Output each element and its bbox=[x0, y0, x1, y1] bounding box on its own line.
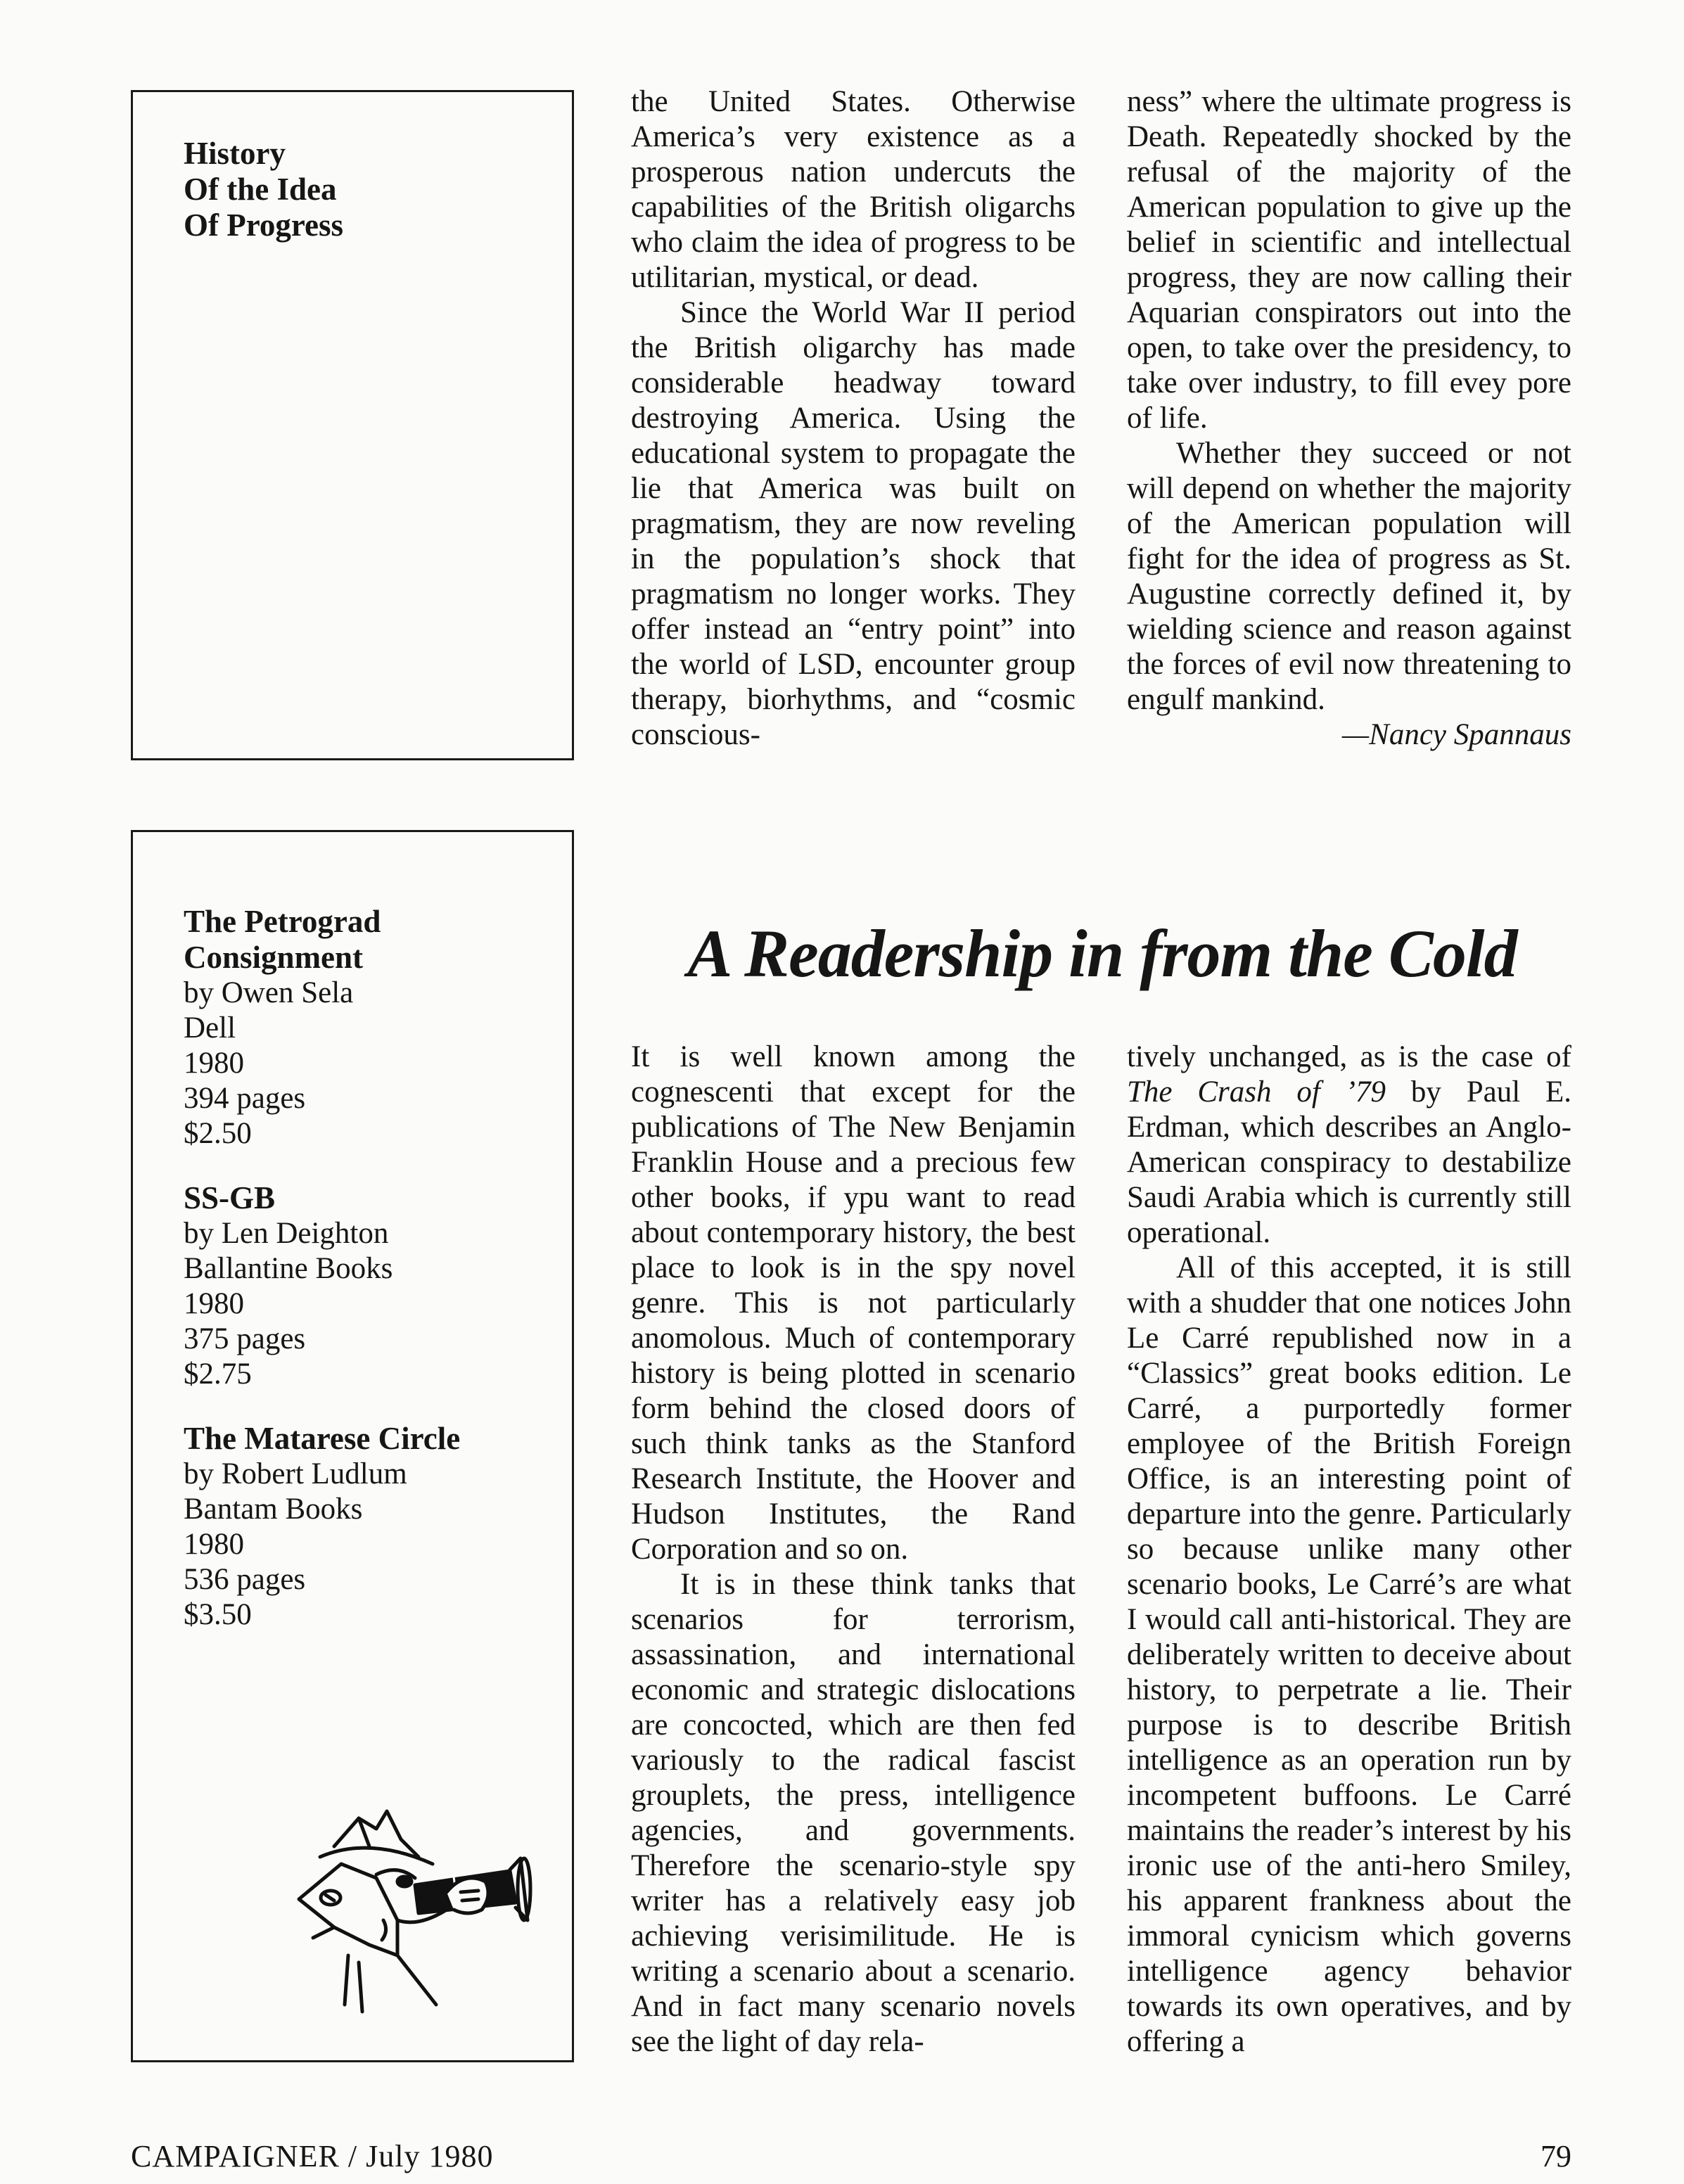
book-publisher: Ballantine Books bbox=[184, 1252, 393, 1285]
paragraph: the United States. Otherwise America’s very existence as a prosperous nation undercuts the capabilities of the British oligarchs who claim the idea of progress to be utilitarian, mystical, or dead. bbox=[631, 85, 1076, 294]
article-bottom-column-1 bbox=[631, 1040, 1076, 2060]
paragraph: ness” where the ultimate progress is Death. Repeatedly shocked by the refusal of the majority of the American population to give up the belief in scientific and intellectual progress, they are now calling their Aquarian conspirators out into the open, to take over the presidency, to take over industry, to fill evey pore of life. bbox=[1127, 85, 1571, 435]
book-author: by Len Deighton bbox=[184, 1217, 389, 1250]
paragraph: All of this accepted, it is still with a shudder that one notices John Le Carré republished now in a “Classics” great books edition. Le Carré, a purportedly former employee of the British Foreign Office, is an interesting point of departure into the genre. Particularly so because unlike many other scenario books, Le Carré’s are what I would call anti-historical. They are deliberately written to deceive about history, to perpetrate a lie. Their purpose is to describe British intelligence as an operation run by incompetent buffoons. Le Carré maintains the reader’s interest by his ironic use of the anti-hero Smiley, his apparent frankness about the immoral cynicism which governs intelligence agency behavior towards its own operatives, and by offering a bbox=[1127, 1251, 1571, 2058]
book-title-italic: The Crash of ’79 bbox=[1127, 1075, 1386, 1109]
paragraph: It is well known among the cognescenti that except for the publications of The New Benjamin Franklin House and a precious few other books, if ypu want to read about contemporary history, the best place to look is in the spy novel genre. This is not particularly anomolous. Much of contemporary history is being plotted in scenario form behind the closed doors of such think tanks as the Stanford Research Institute, the Hoover and Hudson Institutes, the Rand Corporation and so on. bbox=[631, 1040, 1076, 1566]
page-number: 79 bbox=[1541, 2139, 1571, 2173]
spy-with-spyglass-illustration bbox=[292, 1780, 605, 2061]
book-year: 1980 bbox=[184, 1287, 244, 1320]
book-title: The Petrograd Consignment bbox=[184, 904, 381, 975]
publication-footer: CAMPAIGNER / July 1980 bbox=[131, 2139, 494, 2173]
article-headline: A Readership in from the Cold bbox=[687, 916, 1517, 991]
sidebar-heading: History Of the Idea Of Progress bbox=[184, 136, 344, 243]
sidebar-box-top bbox=[131, 90, 574, 760]
book-publisher: Bantam Books bbox=[184, 1493, 363, 1526]
book-list bbox=[184, 904, 558, 1661]
article-top-column-2 bbox=[1127, 84, 1571, 753]
text-run: by Paul E. Erdman, which describes an Anglo-American conspiracy to destabilize Saudi Arabia which is currently still operational. bbox=[1127, 1075, 1572, 1249]
author-signature: —Nancy Spannaus bbox=[1341, 718, 1571, 751]
book-author: by Robert Ludlum bbox=[184, 1457, 407, 1490]
book-price: $2.50 bbox=[184, 1117, 252, 1150]
book-entry bbox=[184, 904, 558, 1151]
text-run: tively unchanged, as is the case of bbox=[1127, 1040, 1571, 1073]
book-title: The Matarese Circle bbox=[184, 1421, 461, 1456]
article-top-column-1 bbox=[631, 84, 1076, 753]
book-entry bbox=[184, 1180, 558, 1392]
book-year: 1980 bbox=[184, 1528, 244, 1561]
book-pages: 536 pages bbox=[184, 1563, 306, 1596]
book-year: 1980 bbox=[184, 1047, 244, 1080]
paragraph: Since the World War II period the British oligarchy has made considerable headway toward destroying America. Using the educational system to propagate the lie that America was built on pragmatism, they are now reveling in the population’s shock that pragmatism no longer works. They offer instead an “entry point” into the world of LSD, encounter group therapy, biorhythms, and “cosmic conscious- bbox=[631, 296, 1076, 751]
book-entry bbox=[184, 1421, 558, 1633]
paragraph: It is in these think tanks that scenarios for terrorism, assassination, and international economic and strategic dislocations are concocted, which are then fed variously to the radical fascist grouplets, the press, intelligence agencies, and governments. Therefore the scenario-style spy writer has a relatively easy job achieving verisimilitude. He is writing a scenario about a scenario. And in fact many scenario novels see the light of day rela- bbox=[631, 1568, 1076, 2058]
book-author: by Owen Sela bbox=[184, 976, 354, 1009]
book-price: $3.50 bbox=[184, 1598, 252, 1631]
paragraph: Whether they succeed or not will depend on whether the majority of the American population will fight for the idea of progress as St. Augustine correctly defined it, by wielding science and reason against the forces of evil now threatening to engulf mankind. bbox=[1127, 437, 1571, 716]
book-price: $2.75 bbox=[184, 1358, 252, 1391]
book-pages: 375 pages bbox=[184, 1322, 306, 1355]
article-bottom-column-2 bbox=[1127, 1040, 1571, 2060]
book-title: SS-GB bbox=[184, 1180, 276, 1215]
book-publisher: Dell bbox=[184, 1011, 236, 1045]
paragraph bbox=[1127, 1040, 1571, 1251]
book-pages: 394 pages bbox=[184, 1082, 306, 1115]
